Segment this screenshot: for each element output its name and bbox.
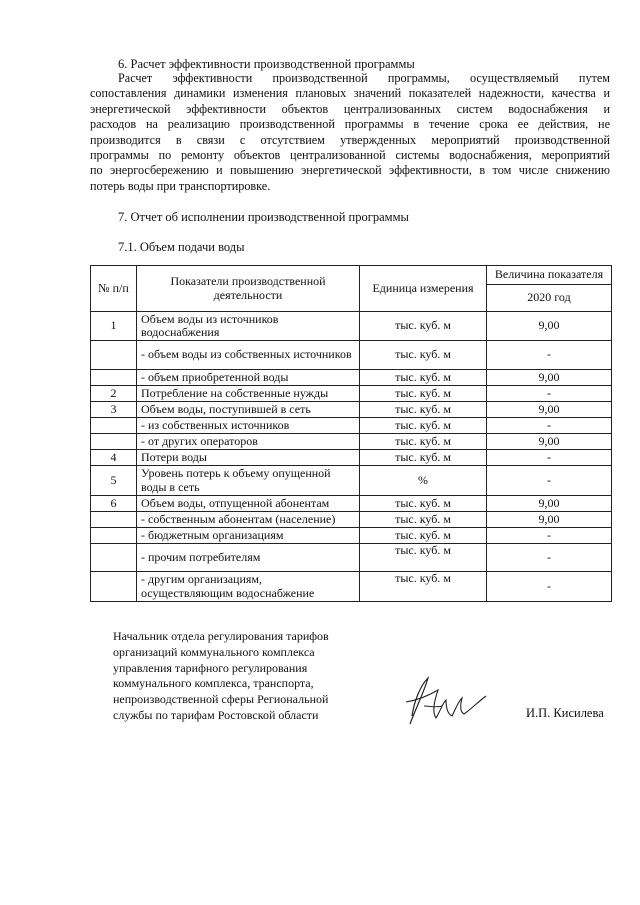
row-unit: тыс. куб. м [360,450,487,466]
table-row [91,496,612,512]
table-row [91,386,612,402]
row-name: - бюджетным организациям [137,528,360,544]
row-value: 9,00 [487,434,612,450]
table-row [91,312,612,341]
header-unit: Единица измерения [360,266,487,312]
table-row [91,512,612,528]
row-value: - [487,450,612,466]
row-num: 3 [91,402,137,418]
header-num: № п/п [91,266,137,312]
row-num [91,370,137,386]
row-num [91,528,137,544]
signatory-position [113,629,329,724]
row-value: - [487,528,612,544]
row-name: - от других операторов [137,434,360,450]
row-num [91,572,137,602]
row-unit: тыс. куб. м [360,386,487,402]
row-unit: % [360,466,487,496]
row-unit: тыс. куб. м [360,512,487,528]
table-row [91,434,612,450]
row-value: - [487,386,612,402]
paragraph-line: расходов на реализацию производственной программы в течение срока ее действия, не [90,117,610,132]
row-num: 6 [91,496,137,512]
row-name: Объем воды из источников водоснабжения [137,312,360,341]
handwritten-signature [398,672,488,728]
row-unit: тыс. куб. м [360,572,487,602]
row-value: - [487,418,612,434]
row-name: - прочим потребителям [137,544,360,572]
row-num [91,341,137,370]
row-value: 9,00 [487,402,612,418]
position-line: Начальник отдела регулирования тарифов [113,629,329,643]
row-name: - объем воды из собственных источников [137,341,360,370]
position-line: организаций коммунального комплекса [113,644,315,659]
row-name: Потери воды [137,450,360,466]
paragraph-line: энергетической эффективности объектов централизованных систем водоснабжения и [90,101,610,116]
row-unit: тыс. куб. м [360,544,487,572]
row-num: 2 [91,386,137,402]
row-unit: тыс. куб. м [360,434,487,450]
position-line: коммунального комплекса, транспорта, [113,676,314,691]
row-unit: тыс. куб. м [360,418,487,434]
row-name: - другим организациям, осуществляющим водоснабжение [137,572,360,602]
table-row [91,572,612,602]
row-unit: тыс. куб. м [360,402,487,418]
table-row [91,341,612,370]
row-value: - [487,466,612,496]
paragraph-line: потерь воды при транспортировке. [90,178,271,193]
table-row [91,544,612,572]
row-value: 9,00 [487,496,612,512]
row-unit: тыс. куб. м [360,312,487,341]
section-7-1-title: 7.1. Объем подачи воды [118,240,245,254]
row-value: - [487,341,612,370]
row-unit: тыс. куб. м [360,528,487,544]
paragraph-line: сопоставления динамики изменения плановых значений показателей надежности, качества и [90,86,610,101]
row-unit: тыс. куб. м [360,341,487,370]
row-name: - из собственных источников [137,418,360,434]
table-row [91,450,612,466]
row-value: 9,00 [487,312,612,341]
paragraph-line: по энергосбережению и повышению энергетической эффективности, в том числе снижению [90,163,610,178]
row-num: 5 [91,466,137,496]
water-supply-table [90,265,612,602]
paragraph-line: Расчет эффективности производственной программы, осуществляемый путем [118,71,610,85]
row-name: - собственным абонентам (население) [137,512,360,528]
table-row [91,528,612,544]
position-line: непроизводственной сферы Региональной [113,692,329,707]
row-num [91,418,137,434]
row-name: Объем воды, поступившей в сеть [137,402,360,418]
table-row [91,370,612,386]
row-num: 4 [91,450,137,466]
table-row [91,402,612,418]
header-value-group: Величина показателя [487,266,612,285]
section-7-title: 7. Отчет об исполнении производственной программы [118,210,409,224]
row-name: Уровень потерь к объему опущенной воды в сеть [137,466,360,496]
row-unit: тыс. куб. м [360,370,487,386]
row-num [91,512,137,528]
section-6-paragraph [90,71,610,194]
row-num [91,544,137,572]
row-value: - [487,544,612,572]
position-line: управления тарифного регулирования [113,660,308,675]
paragraph-line: программы по ремонту объектов централизованной системы водоснабжения, мероприятий [90,148,610,163]
table-row [91,466,612,496]
row-value: - [487,572,612,602]
position-line: службы по тарифам Ростовской области [113,707,319,722]
row-value: 9,00 [487,512,612,528]
table-row [91,418,612,434]
row-name: - объем приобретенной воды [137,370,360,386]
row-unit: тыс. куб. м [360,496,487,512]
paragraph-line: производится в связи с отсутствием утвержденных мероприятий производственной [90,132,610,147]
header-indicator: Показатели производственной деятельности [137,266,360,312]
row-value: 9,00 [487,370,612,386]
row-name: Потребление на собственные нужды [137,386,360,402]
row-num: 1 [91,312,137,341]
row-name: Объем воды, отпущенной абонентам [137,496,360,512]
signatory-name: И.П. Кисилева [526,706,604,720]
row-num [91,434,137,450]
section-6-title: 6. Расчет эффективности производственной программы [118,57,415,71]
header-year: 2020 год [487,285,612,312]
